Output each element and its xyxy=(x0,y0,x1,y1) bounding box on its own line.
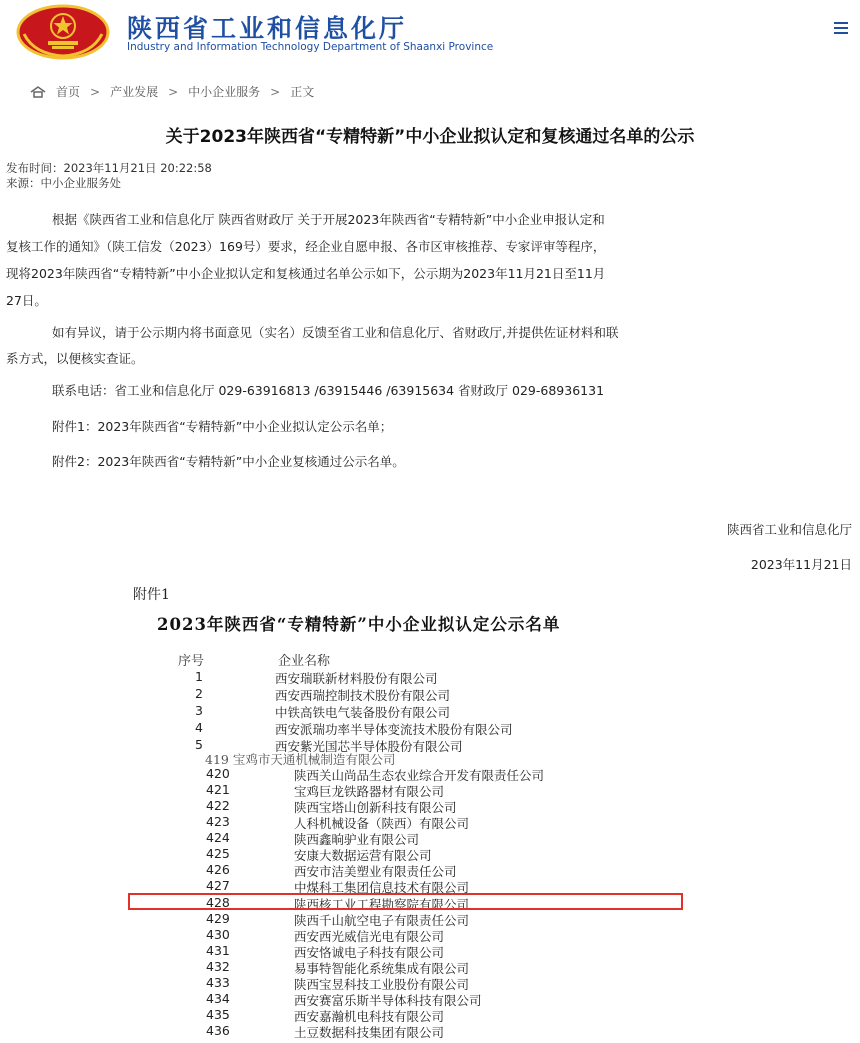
company-name: 宝鸡巨龙铁路器材有限公司 xyxy=(294,784,445,799)
menu-icon[interactable] xyxy=(834,22,848,34)
table-row xyxy=(206,862,686,879)
company-name: 西安瑞联新材料股份有限公司 xyxy=(275,671,438,686)
table-row xyxy=(206,766,686,783)
row-number: 5 xyxy=(195,737,203,752)
signature-date: 2023年11月21日 xyxy=(750,557,852,572)
row-number: 431 xyxy=(206,943,230,958)
highlight-box xyxy=(128,893,683,910)
breadcrumb-home[interactable]: 首页 xyxy=(56,85,81,99)
attachment-1-link[interactable]: 附件1：2023年陕西省“专精特新”中小企业拟认定公示名单； xyxy=(52,419,393,434)
table-row xyxy=(206,1007,686,1024)
site-subtitle: Industry and Information Technology Department of Shaanxi Province xyxy=(127,41,494,53)
cropped-row-text: 419 宝鸡市天通机械制造有限公司 xyxy=(205,752,396,767)
column-header-no: 序号 xyxy=(178,654,205,669)
row-number: 430 xyxy=(206,927,230,942)
table-row xyxy=(206,846,686,863)
table-row xyxy=(195,686,595,703)
row-number: 3 xyxy=(195,703,203,718)
company-name: 西安赛富乐斯半导体科技有限公司 xyxy=(294,993,482,1008)
table-row xyxy=(195,669,595,686)
breadcrumb-sme-service[interactable]: 中小企业服务 xyxy=(188,85,261,99)
row-number: 421 xyxy=(206,782,230,797)
breadcrumb-separator: > xyxy=(270,85,281,99)
site-header xyxy=(0,0,860,60)
row-number: 2 xyxy=(195,686,203,701)
row-number: 427 xyxy=(206,878,230,893)
company-name: 西安恪诚电子科技有限公司 xyxy=(294,945,445,960)
column-header-name: 企业名称 xyxy=(278,654,331,669)
paragraph-line: 系方式，以便核实查证。 xyxy=(6,351,144,366)
table-row xyxy=(206,991,686,1008)
row-number: 435 xyxy=(206,1007,230,1022)
row-number: 432 xyxy=(206,959,230,974)
table-row xyxy=(195,703,595,720)
attachment-2-link[interactable]: 附件2：2023年陕西省“专精特新”中小企业复核通过公示名单。 xyxy=(52,454,405,469)
table-row xyxy=(206,814,686,831)
company-name: 陕西关山尚品生态农业综合开发有限责任公司 xyxy=(294,768,545,783)
company-name: 人科机械设备（陕西）有限公司 xyxy=(294,816,470,831)
row-number: 4 xyxy=(195,720,203,735)
breadcrumb-industry[interactable]: 产业发展 xyxy=(110,85,159,99)
company-name: 西安西瑞控制技术股份有限公司 xyxy=(275,688,451,703)
company-name: 西安派瑞功率半导体变流技术股份有限公司 xyxy=(275,722,513,737)
row-number: 420 xyxy=(206,766,230,781)
paragraph-line: 如有异议，请于公示期内将书面意见（实名）反馈至省工业和信息化厅、省财政厅,并提供佐证材料和联 xyxy=(52,325,619,340)
table-row xyxy=(206,911,686,928)
row-number: 433 xyxy=(206,975,230,990)
row-number: 434 xyxy=(206,991,230,1006)
row-number: 1 xyxy=(195,669,203,684)
company-name: 陕西鑫晌驴业有限公司 xyxy=(294,832,420,847)
row-number: 422 xyxy=(206,798,230,813)
row-number: 429 xyxy=(206,911,230,926)
breadcrumb xyxy=(30,83,314,100)
row-number: 428 xyxy=(206,895,230,910)
attachment-label: 附件1 xyxy=(133,587,170,603)
contact-phones: 联系电话：省工业和信息化厅 029-63916813 /63915446 /63915634 省财政厅 029-68936131 xyxy=(52,383,605,398)
company-name: 安康大数据运营有限公司 xyxy=(294,848,432,863)
home-icon[interactable] xyxy=(30,86,46,98)
row-number: 423 xyxy=(206,814,230,829)
site-title[interactable]: 陕西省工业和信息化厅 xyxy=(127,14,408,43)
breadcrumb-current: 正文 xyxy=(290,85,315,99)
table-row xyxy=(206,798,686,815)
company-name: 西安紫光国芯半导体股份有限公司 xyxy=(275,739,463,754)
table-row xyxy=(206,1023,686,1040)
table-row xyxy=(206,927,686,944)
row-number: 426 xyxy=(206,862,230,877)
paragraph-line: 根据《陕西省工业和信息化厅 陕西省财政厅 关于开展2023年陕西省“专精特新”中小企业申报认定和 xyxy=(52,212,605,227)
paragraph-line: 复核工作的通知》（陕工信发（2023）169号）要求，经企业自愿申报、各市区审核推荐、专家评审等程序， xyxy=(6,239,606,254)
company-name: 中铁高铁电气装备股份有限公司 xyxy=(275,705,451,720)
paragraph-line: 27日。 xyxy=(6,293,47,308)
attachment-title: 2023年陕西省“专精特新”中小企业拟认定公示名单 xyxy=(157,615,561,634)
table-row xyxy=(206,782,686,799)
article-title: 关于2023年陕西省“专精特新”中小企业拟认定和复核通过名单的公示 xyxy=(165,127,695,147)
company-name: 西安市洁美塑业有限责任公司 xyxy=(294,864,457,879)
company-name: 西安西光威信光电有限公司 xyxy=(294,929,445,944)
cropped-table-row xyxy=(205,752,625,767)
paragraph-line: 现将2023年陕西省“专精特新”中小企业拟认定和复核通过名单公示如下，公示期为2023年11月21日至11月 xyxy=(6,266,606,281)
row-number: 425 xyxy=(206,846,230,861)
company-name: 陕西千山航空电子有限责任公司 xyxy=(294,913,470,928)
company-name: 易事特智能化系统集成有限公司 xyxy=(294,961,470,976)
company-name: 土豆数据科技集团有限公司 xyxy=(294,1025,445,1040)
table-row xyxy=(206,975,686,992)
signature-org: 陕西省工业和信息化厅 xyxy=(726,522,852,537)
breadcrumb-separator: > xyxy=(168,85,179,99)
company-name: 西安嘉瀚机电科技有限公司 xyxy=(294,1009,445,1024)
table-row xyxy=(195,720,675,737)
table-row xyxy=(206,943,686,960)
company-name: 陕西宝塔山创新科技有限公司 xyxy=(294,800,457,815)
publish-time: 发布时间：2023年11月21日 20:22:58 xyxy=(6,161,212,175)
row-number: 436 xyxy=(206,1023,230,1038)
national-emblem-icon[interactable] xyxy=(14,4,112,60)
company-name: 陕西宝昱科技工业股份有限公司 xyxy=(294,977,470,992)
row-number: 424 xyxy=(206,830,230,845)
breadcrumb-separator: > xyxy=(90,85,101,99)
table-row xyxy=(206,959,686,976)
article-source: 来源：中小企业服务处 xyxy=(6,176,121,190)
table-row xyxy=(206,830,686,847)
company-name: 陕西核工业工程勘察院有限公司 xyxy=(294,897,470,912)
company-name: 中煤科工集团信息技术有限公司 xyxy=(294,880,470,895)
